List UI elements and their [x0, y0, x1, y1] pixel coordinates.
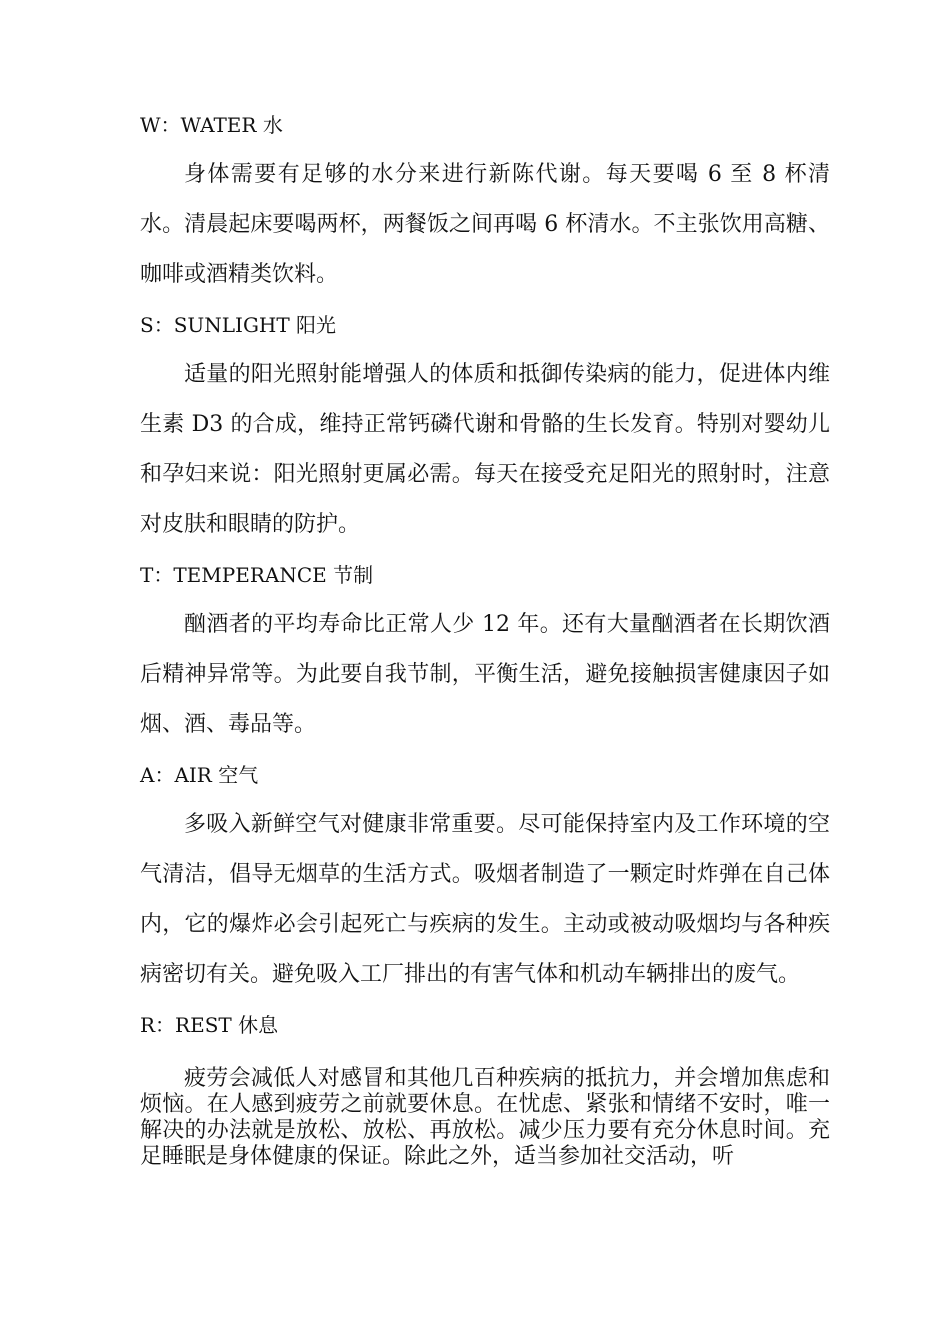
- section-body-water: 身体需要有足够的水分来进行新陈代谢。每天要喝 6 至 8 杯清水。清晨起床要喝两杯，两餐饭之间再喝 6 杯清水。不主张饮用高糖、咖啡或酒精类饮料。: [140, 162, 830, 287]
- section-heading-temperance: T：TEMPERANCE 节制: [140, 563, 374, 587]
- document-page: [140, 100, 830, 1170]
- section-body-rest: 疲劳会减低人对感冒和其他几百种疾病的抵抗力，并会增加焦虑和烦恼。在人感到疲劳之前就要休息。在忧虑、紧张和情绪不安时，唯一解决的办法就是放松、放松、再放松。减少压力要有充分休息时间。充足睡眠是身体健康的保证。除此之外，适当参加社交活动，听: [140, 1066, 830, 1169]
- section-heading-water: W：WATER 水: [140, 113, 283, 137]
- section-body-sunlight: 适量的阳光照射能增强人的体质和抵御传染病的能力，促进体内维生素 D3 的合成，维持正常钙磷代谢和骨骼的生长发育。特别对婴幼儿和孕妇来说：阳光照射更属必需。每天在接受充足阳光的照射时，注意对皮肤和眼睛的防护。: [140, 362, 830, 537]
- section-heading-sunlight: S：SUNLIGHT 阳光: [140, 313, 337, 337]
- section-body-air: 多吸入新鲜空气对健康非常重要。尽可能保持室内及工作环境的空气清洁，倡导无烟草的生活方式。吸烟者制造了一颗定时炸弹在自己体内，它的爆炸必会引起死亡与疾病的发生。主动或被动吸烟均与各种疾病密切有关。避免吸入工厂排出的有害气体和机动车辆排出的废气。: [140, 812, 830, 987]
- section-body-temperance: 酗酒者的平均寿命比正常人少 12 年。还有大量酗酒者在长期饮酒后精神异常等。为此要自我节制，平衡生活，避免接触损害健康因子如烟、酒、毒品等。: [140, 612, 830, 737]
- section-heading-air: A：AIR 空气: [140, 763, 259, 787]
- section-heading-rest: R：REST 休息: [140, 1013, 279, 1037]
